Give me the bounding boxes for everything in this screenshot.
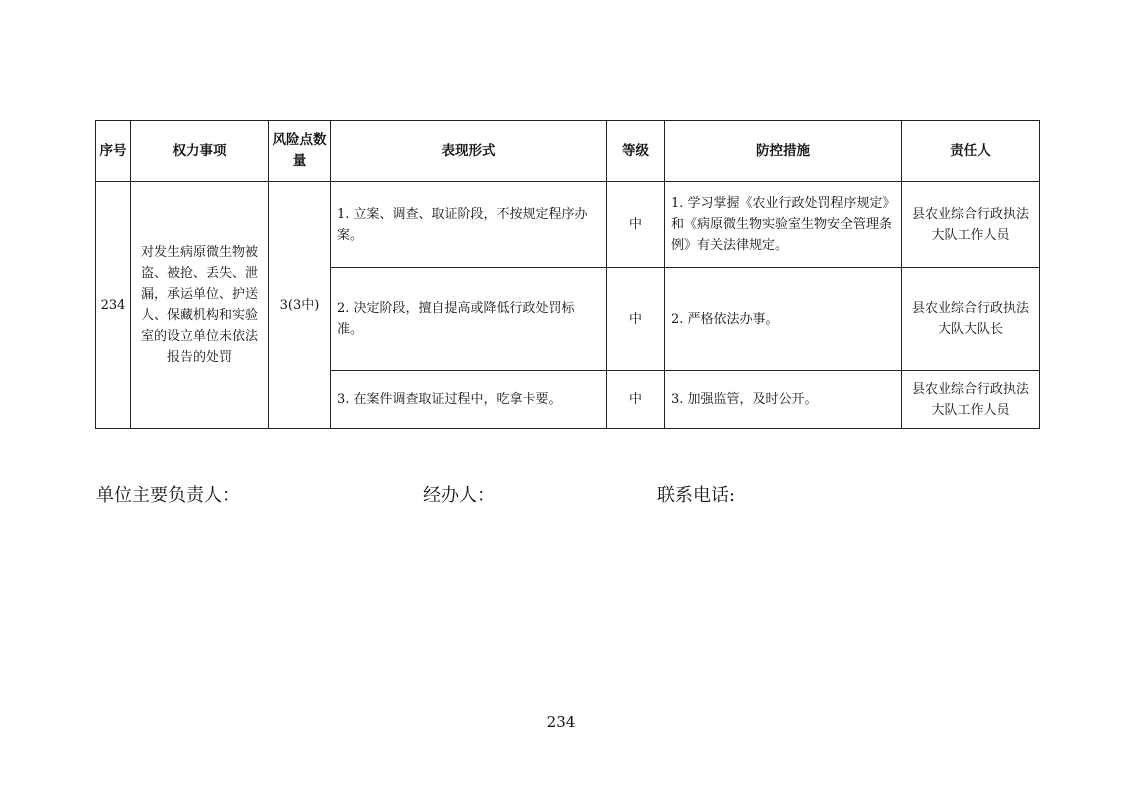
cell-item: 对发生病原微生物被盗、被抢、丢失、泄漏，承运单位、护送人、保藏机构和实验室的设立单位未依法报告的处罚	[131, 182, 269, 429]
header-risk-count: 风险点数量	[269, 121, 331, 182]
cell-level: 中	[607, 182, 665, 268]
page-number: 234	[546, 713, 576, 731]
phone-label: 联系电话:	[657, 485, 736, 506]
cell-form: 2. 决定阶段，擅自提高或降低行政处罚标准。	[331, 268, 607, 371]
header-row	[96, 121, 1040, 182]
cell-measure: 2. 严格依法办事。	[665, 268, 902, 371]
handler-label: 经办人：	[423, 485, 495, 506]
cell-risk-count: 3(3中)	[269, 182, 331, 429]
header-level: 等级	[607, 121, 665, 182]
header-item: 权力事项	[131, 121, 269, 182]
cell-owner: 县农业综合行政执法大队工作人员	[902, 371, 1040, 429]
header-measures: 防控措施	[665, 121, 902, 182]
header-owner: 责任人	[902, 121, 1040, 182]
header-form: 表现形式	[331, 121, 607, 182]
header-seq: 序号	[96, 121, 131, 182]
cell-form: 3. 在案件调查取证过程中，吃拿卡要。	[331, 371, 607, 429]
cell-level: 中	[607, 371, 665, 429]
cell-form: 1. 立案、调查、取证阶段，不按规定程序办案。	[331, 182, 607, 268]
table-row	[96, 182, 1040, 268]
unit-head-label: 单位主要负责人：	[96, 485, 240, 506]
cell-measure: 3. 加强监管，及时公开。	[665, 371, 902, 429]
cell-owner: 县农业综合行政执法大队大队长	[902, 268, 1040, 371]
cell-seq: 234	[96, 182, 131, 429]
risk-table	[95, 120, 1040, 429]
cell-level: 中	[607, 268, 665, 371]
cell-owner: 县农业综合行政执法大队工作人员	[902, 182, 1040, 268]
cell-measure: 1. 学习掌握《农业行政处罚程序规定》和《病原微生物实验室生物安全管理条例》有关法律规定。	[665, 182, 902, 268]
